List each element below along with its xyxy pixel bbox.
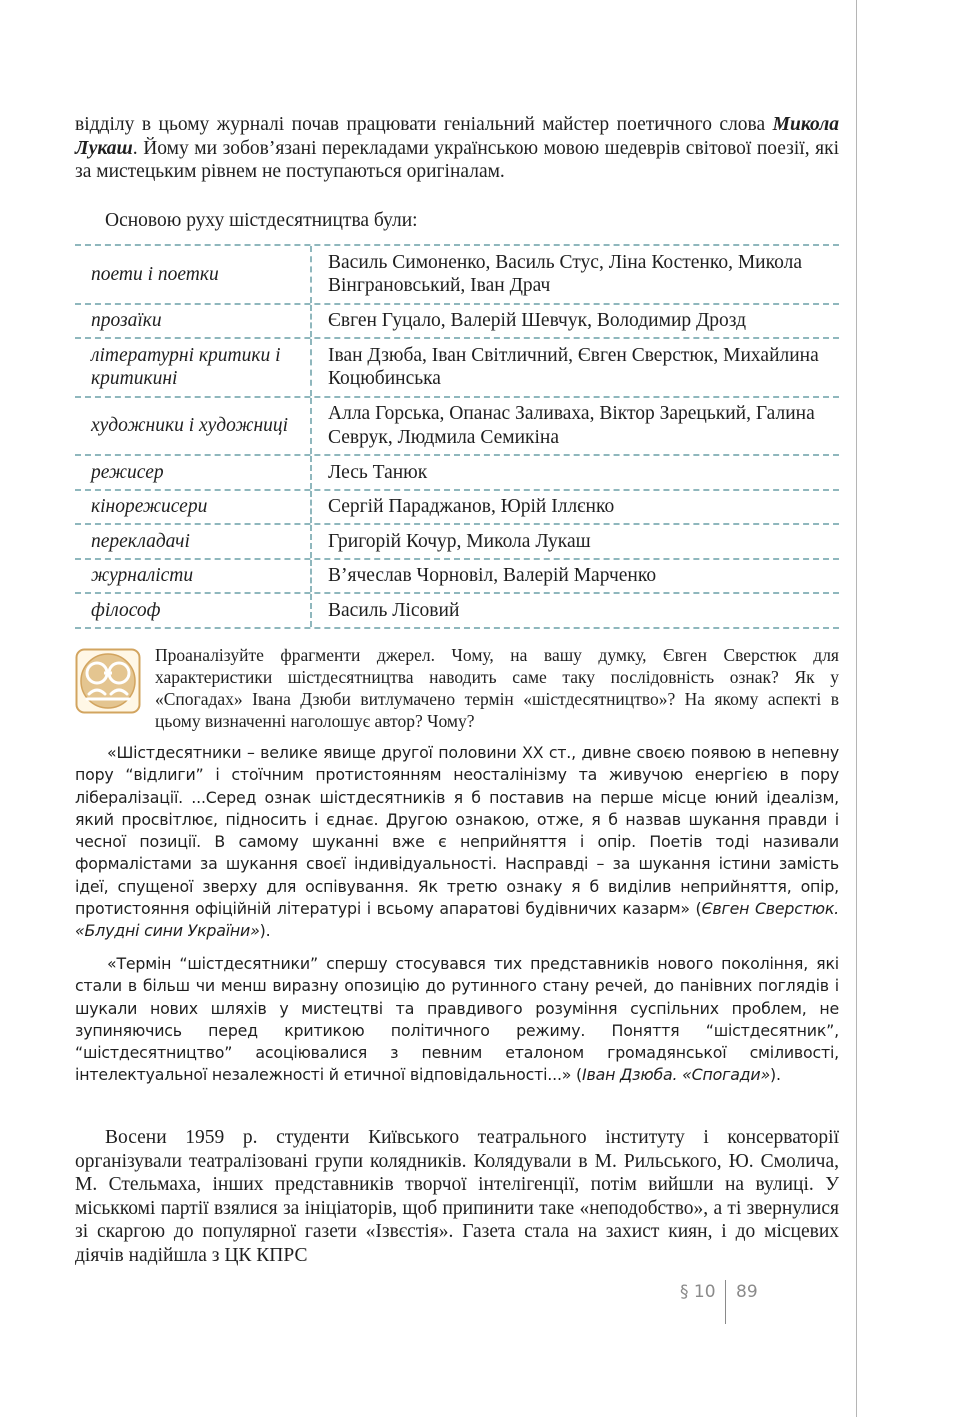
table-row [75,560,839,595]
table-role-cell: філософ [75,594,312,627]
table-names-cell: Іван Дзюба, Іван Світличний, Євген Сверстюк, Михайлина Коцюбинська [328,344,819,390]
source-quote-sverstiuk: «Шістдесятники – велике явище другої половини XX ст., дивне своєю появою в непевну пору “відлиги” і стоїчним протистоянням неосталінізму та живучою енергією в пору лібералізації. ...Серед ознак шістдесятників я б поставив на перше місце юний ідеалізм, який просвітлює, підносить і єднає. Другою ознакою, отже, я б назвав шукання правди і чесної позиції. В самому шуканні вже є неприйняття і опір. Поетів тоді називали формалістами за шукання своєї індивідуальності. Насправді – за шукання істини замість ідеї, спущеної зверху для оспівування. Як третю ознаку я б виділив неприйняття, опір, протистояння офіційній літературі і всьому апаратові будівничих казарм» (Євген Сверстюк. «Блудні сини України»). [75,743,839,941]
table-names-cell: Сергій Параджанов, Юрій Іллєнко [328,496,615,517]
highlighted-name: Микола Лукаш [75,114,839,159]
table-role-cell: літературні критики і критикині [75,339,312,396]
page-edge-line [856,0,857,1417]
quote-source: Євген Сверстюк. «Блудні сини України» [75,899,839,941]
table-names-cell: Алла Горська, Опанас Заливаха, Віктор Зарецький, Галина Севрук, Людмила Семикіна [328,403,815,448]
source-quote-dziuba: «Термін “шістдесятники” спершу стосувався тих представників нового покоління, які стали в більш чи менш виразну опозицію до рутинного стану речей, до панівних поглядів і шукали нових шляхів у мистецтві та правдивого розуміння суспільних проблем, не зупиняючись перед критикою політичного режиму. Поняття “шістдесятник”, “шістдесятництво” асоціювалися з певним еталоном громадянської сміливості, інтелектуальної незалежності й етичної відповідальності...» (Іван Дзюба. «Спогади»). [75,954,839,1085]
task-analysis-icon [75,648,141,714]
table-names-cell: Василь Симоненко, Василь Стус, Ліна Костенко, Микола Вінграновський, Іван Драч [328,251,802,297]
table-row [75,491,839,526]
page-number: 89 [736,1282,758,1302]
table-role-cell: перекладачі [75,525,312,558]
table-role-cell: художники і художниці [75,398,312,455]
table-role-cell: поети і поетки [75,246,312,303]
table-row [75,246,839,305]
paragraph-intro: Основою руху шістдесятництва були: [105,210,418,231]
table-role-cell: кінорежисери [75,491,312,524]
table-row [75,594,839,629]
table-row [75,525,839,560]
task-text: Проаналізуйте фрагменти джерел. Чому, на вашу думку, Євген Сверстюк для характеристики шістдесятництва наводить саме таку послідовність ознак? Як у «Спогадах» Івана Дзюби витлумачено термін «шістдесятництво»? На якому аспекті в цьому визначенні наголошує автор? Чому? [155,645,839,731]
sixties-members-table [75,244,839,629]
table-row [75,456,839,491]
table-names-cell: Лесь Танюк [328,461,428,483]
table-row [75,398,839,457]
table-row [75,339,839,398]
paragraph-last: Восени 1959 р. студенти Київського театрального інституту і консерваторії організували театралізовані групи колядників. Колядували в М. Рильського, Ю. Смолича, М. Стельмаха, інших представників творчої інтелігенції, потім вийшли на вулиці. У міськкомі партії взялися за ініціаторів, щоб припинити таке «неподобство», а ті звернулися зі скаргою до популярної газети «Ізвєстія». Газета стала на захист киян, і до місцевих діячів надійшла з ЦК КПРС [75,1127,839,1266]
table-role-cell: режисер [75,456,312,489]
paragraph-first: відділу в цьому журналі почав працювати геніальний майстер поетичного слова Микола Лукаш. Йому ми зобов’язані перекладами українською мовою шедеврів світової поезії, які за мистецьким рівнем не поступаються оригіналам. [75,114,839,182]
table-role-cell: журналісти [75,560,312,593]
table-names-cell: Василь Лісовий [328,599,460,621]
footer-divider [725,1280,726,1324]
table-names-cell: Григорій Кочур, Микола Лукаш [328,530,591,552]
table-role-cell: прозаїки [75,305,312,338]
table-names-cell: В’ячеслав Чорновіл, Валерій Марченко [328,565,657,586]
section-number: § 10 [680,1282,716,1302]
quote-source: Іван Дзюба. «Спогади» [582,1065,771,1085]
table-names-cell: Євген Гуцало, Валерій Шевчук, Володимир Дрозд [328,310,747,331]
table-row [75,305,839,340]
